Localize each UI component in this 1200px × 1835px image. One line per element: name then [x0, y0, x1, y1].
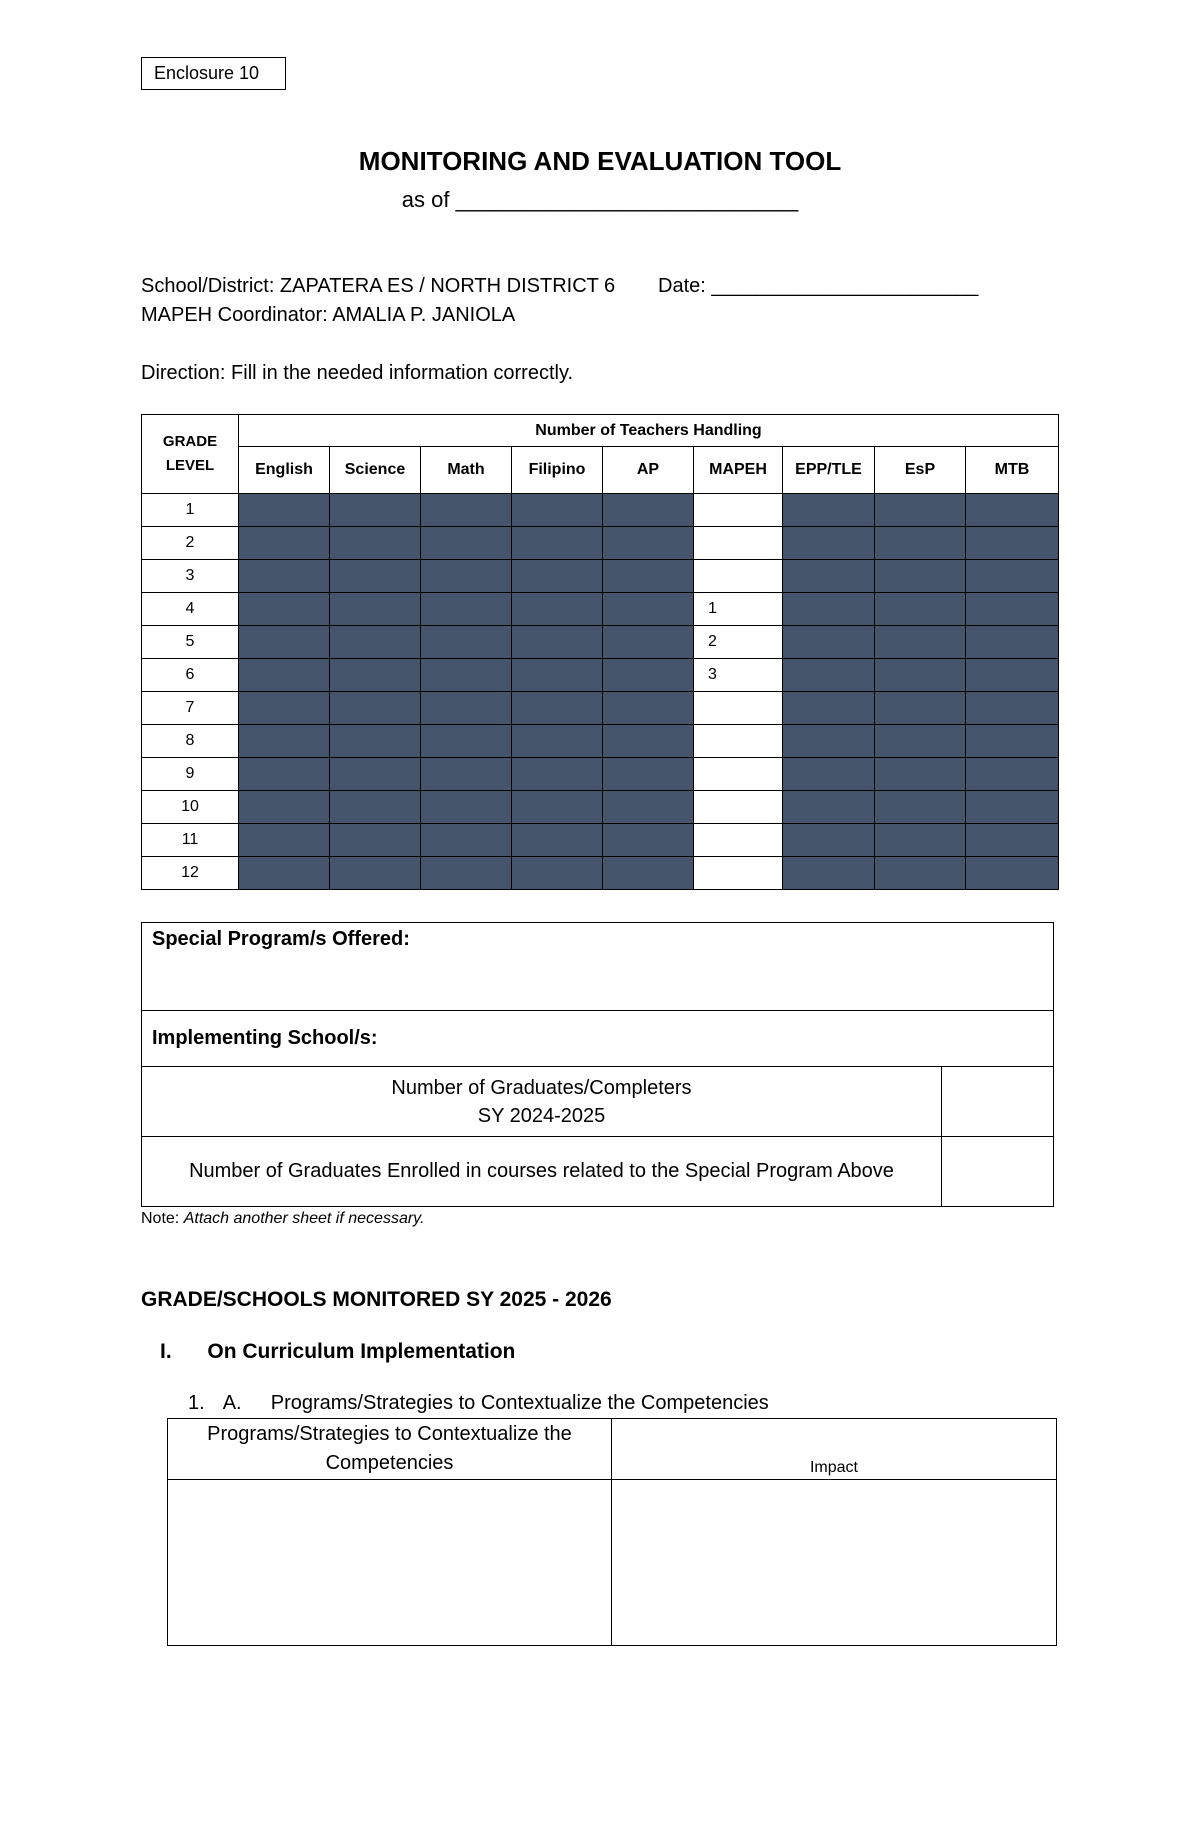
shaded-cell	[421, 824, 512, 857]
subject-header-ap: AP	[603, 447, 694, 494]
shaded-cell	[330, 494, 421, 527]
shaded-cell	[330, 857, 421, 890]
date-field: Date: ________________________	[658, 275, 979, 297]
shaded-cell	[966, 791, 1059, 824]
shaded-cell	[783, 593, 875, 626]
shaded-cell	[966, 692, 1059, 725]
shaded-cell	[603, 824, 694, 857]
shaded-cell	[966, 659, 1059, 692]
shaded-cell	[603, 692, 694, 725]
shaded-cell	[239, 857, 330, 890]
table-row	[142, 593, 1059, 626]
shaded-cell	[603, 626, 694, 659]
special-program-offered-label: Special Program/s Offered:	[152, 928, 410, 950]
shaded-cell	[239, 824, 330, 857]
shaded-cell	[239, 560, 330, 593]
mapeh-count-cell[interactable]	[694, 725, 783, 758]
grade-level-header: GRADE LEVEL	[142, 415, 239, 494]
shaded-cell	[966, 593, 1059, 626]
section-heading	[160, 1340, 515, 1364]
note-prefix: Note:	[141, 1210, 180, 1227]
shaded-cell	[512, 560, 603, 593]
shaded-cell	[512, 659, 603, 692]
shaded-cell	[783, 692, 875, 725]
grade-level-cell: 7	[142, 692, 239, 725]
implementing-schools-label: Implementing School/s:	[152, 1027, 378, 1049]
subsection-heading	[188, 1392, 769, 1415]
graduates-sy-label: SY 2024-2025	[477, 1104, 606, 1127]
subject-header-esp: EsP	[875, 447, 966, 494]
shaded-cell	[783, 560, 875, 593]
shaded-cell	[239, 725, 330, 758]
shaded-cell	[603, 494, 694, 527]
teachers-handling-table	[141, 414, 1059, 890]
mapeh-count-cell[interactable]	[694, 758, 783, 791]
table-row	[142, 725, 1059, 758]
mapeh-count-cell[interactable]	[694, 494, 783, 527]
subject-header-mtb: MTB	[966, 447, 1059, 494]
shaded-cell	[239, 593, 330, 626]
shaded-cell	[875, 494, 966, 527]
shaded-cell	[603, 659, 694, 692]
shaded-cell	[330, 659, 421, 692]
shaded-cell	[421, 659, 512, 692]
shaded-cell	[330, 692, 421, 725]
mapeh-count-cell[interactable]: 2	[694, 626, 783, 659]
shaded-cell	[330, 593, 421, 626]
shaded-cell	[239, 527, 330, 560]
shaded-cell	[783, 494, 875, 527]
shaded-cell	[875, 659, 966, 692]
shaded-cell	[421, 758, 512, 791]
shaded-cell	[421, 857, 512, 890]
grade-level-cell: 11	[142, 824, 239, 857]
shaded-cell	[783, 791, 875, 824]
shaded-cell	[421, 791, 512, 824]
shaded-cell	[603, 560, 694, 593]
special-program-table	[141, 922, 1054, 1207]
shaded-cell	[966, 527, 1059, 560]
shaded-cell	[512, 527, 603, 560]
note-line	[141, 1210, 424, 1228]
shaded-cell	[512, 725, 603, 758]
shaded-cell	[239, 626, 330, 659]
grade-level-cell: 6	[142, 659, 239, 692]
contextualize-col-header-line1: Programs/Strategies to Contextualize the	[207, 1423, 572, 1445]
subject-header-epp-tle: EPP/TLE	[783, 447, 875, 494]
shaded-cell	[783, 857, 875, 890]
grade-level-cell: 8	[142, 725, 239, 758]
grade-level-cell: 1	[142, 494, 239, 527]
shaded-cell	[512, 857, 603, 890]
grade-level-cell: 2	[142, 527, 239, 560]
shaded-cell	[603, 791, 694, 824]
shaded-cell	[783, 659, 875, 692]
shaded-cell	[512, 692, 603, 725]
mapeh-count-cell[interactable]	[694, 560, 783, 593]
shaded-cell	[603, 527, 694, 560]
shaded-cell	[421, 593, 512, 626]
grade-level-cell: 10	[142, 791, 239, 824]
table-row	[142, 560, 1059, 593]
shaded-cell	[875, 857, 966, 890]
grade-level-cell: 3	[142, 560, 239, 593]
shaded-cell	[783, 527, 875, 560]
mapeh-count-cell[interactable]	[694, 857, 783, 890]
shaded-cell	[421, 494, 512, 527]
table-row	[142, 494, 1059, 527]
table-row	[142, 857, 1059, 890]
shaded-cell	[875, 791, 966, 824]
shaded-cell	[239, 791, 330, 824]
shaded-cell	[330, 626, 421, 659]
shaded-cell	[875, 593, 966, 626]
shaded-cell	[966, 626, 1059, 659]
shaded-cell	[966, 725, 1059, 758]
shaded-cell	[239, 494, 330, 527]
shaded-cell	[421, 626, 512, 659]
subject-header-mapeh: MAPEH	[694, 447, 783, 494]
mapeh-coordinator: MAPEH Coordinator: AMALIA P. JANIOLA	[141, 304, 516, 326]
table-row	[142, 626, 1059, 659]
shaded-cell	[966, 857, 1059, 890]
shaded-cell	[512, 758, 603, 791]
subsection-letter: A.	[222, 1392, 242, 1414]
shaded-cell	[330, 791, 421, 824]
as-of-line: as of ____________________________	[401, 187, 799, 212]
shaded-cell	[875, 824, 966, 857]
shaded-cell	[783, 626, 875, 659]
shaded-cell	[330, 527, 421, 560]
shaded-cell	[512, 494, 603, 527]
shaded-cell	[603, 593, 694, 626]
shaded-cell	[421, 527, 512, 560]
shaded-cell	[783, 725, 875, 758]
grade-level-cell: 12	[142, 857, 239, 890]
document-title: MONITORING AND EVALUATION TOOL	[358, 146, 842, 176]
monitored-heading: GRADE/SCHOOLS MONITORED SY 2025 - 2026	[141, 1288, 612, 1311]
mapeh-count-cell[interactable]: 1	[694, 593, 783, 626]
shaded-cell	[603, 758, 694, 791]
subsection-title: Programs/Strategies to Contextualize the Competencies	[270, 1392, 769, 1414]
table-row	[142, 527, 1059, 560]
subject-header-english: English	[239, 447, 330, 494]
graduates-enrolled-label: Number of Graduates Enrolled in courses related to the Special Program Above	[189, 1160, 894, 1182]
graduates-enrolled-cell[interactable]	[942, 1137, 1054, 1207]
direction-text: Direction: Fill in the needed information correctly.	[141, 362, 574, 384]
strategies-input-cell[interactable]	[168, 1480, 612, 1646]
shaded-cell	[330, 758, 421, 791]
shaded-cell	[875, 626, 966, 659]
shaded-cell	[421, 560, 512, 593]
shaded-cell	[603, 725, 694, 758]
shaded-cell	[966, 560, 1059, 593]
shaded-cell	[875, 758, 966, 791]
number-of-teachers-header: Number of Teachers Handling	[239, 415, 1059, 447]
school-district: School/District: ZAPATERA ES / NORTH DISTRICT 6	[141, 275, 616, 297]
shaded-cell	[875, 725, 966, 758]
shaded-cell	[783, 758, 875, 791]
shaded-cell	[875, 560, 966, 593]
shaded-cell	[239, 758, 330, 791]
mapeh-count-cell[interactable]	[694, 692, 783, 725]
shaded-cell	[421, 725, 512, 758]
shaded-cell	[330, 560, 421, 593]
shaded-cell	[512, 824, 603, 857]
shaded-cell	[875, 527, 966, 560]
shaded-cell	[603, 857, 694, 890]
table-row	[142, 791, 1059, 824]
impact-col-header: Impact	[809, 1459, 858, 1476]
shaded-cell	[512, 593, 603, 626]
shaded-cell	[875, 692, 966, 725]
shaded-cell	[330, 824, 421, 857]
table-row	[142, 824, 1059, 857]
graduates-count-cell[interactable]	[942, 1067, 1054, 1137]
mapeh-count-cell[interactable]: 3	[694, 659, 783, 692]
graduates-completers-label: Number of Graduates/Completers	[391, 1076, 692, 1099]
shaded-cell	[512, 791, 603, 824]
shaded-cell	[783, 824, 875, 857]
shaded-cell	[966, 824, 1059, 857]
contextualize-col-header-line2: Competencies	[325, 1452, 454, 1474]
table-row	[142, 659, 1059, 692]
shaded-cell	[966, 494, 1059, 527]
shaded-cell	[421, 692, 512, 725]
grade-level-cell: 9	[142, 758, 239, 791]
grade-level-cell: 4	[142, 593, 239, 626]
shaded-cell	[330, 725, 421, 758]
shaded-cell	[966, 758, 1059, 791]
table-row	[142, 758, 1059, 791]
mapeh-count-cell[interactable]	[694, 527, 783, 560]
shaded-cell	[239, 659, 330, 692]
section-title: On Curriculum Implementation	[207, 1340, 516, 1363]
section-number: I.	[160, 1340, 172, 1363]
enclosure-label: Enclosure 10	[141, 57, 286, 90]
impact-input-cell[interactable]	[612, 1480, 1057, 1646]
mapeh-count-cell[interactable]	[694, 824, 783, 857]
mapeh-count-cell[interactable]	[694, 791, 783, 824]
subject-header-math: Math	[421, 447, 512, 494]
shaded-cell	[239, 692, 330, 725]
subsection-number: 1.	[188, 1392, 205, 1414]
shaded-cell	[512, 626, 603, 659]
note-text: Attach another sheet if necessary.	[183, 1210, 425, 1227]
table-row	[142, 692, 1059, 725]
subject-header-science: Science	[330, 447, 421, 494]
grade-level-cell: 5	[142, 626, 239, 659]
subject-header-filipino: Filipino	[512, 447, 603, 494]
contextualize-table	[167, 1418, 1057, 1646]
